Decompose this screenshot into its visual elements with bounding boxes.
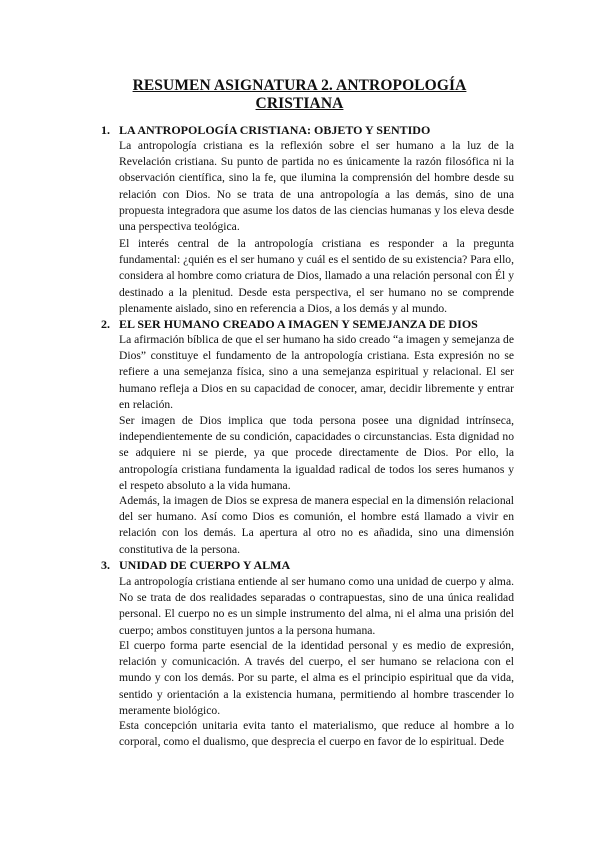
section-3-number: 3.	[101, 558, 110, 572]
section-3-paragraph-1: La antropología cristiana entiende al ser humano como una unidad de cuerpo y alma. No se trata de dos realidades separadas o contrapuestas, sino de una única realidad personal. El cuerpo no es un simple instrumento del alma, ni el alma una prisión del cuerpo; ambos constituyen juntos a la persona humana.	[119, 575, 514, 637]
document-title-line-1: RESUMEN ASIGNATURA 2. ANTROPOLOGÍA	[132, 77, 467, 94]
section-1-paragraph-2: El interés central de la antropología cristiana es responder a la pregunta fundamental: ¿quién es el ser humano y cuál es el sentido de su existencia? Para ello, considera al hombre como criatura de Dios, llamado a una relación personal con Él y destinado a la plenitud. Desde esta perspectiva, el ser humano no se comprende plenamente aislado, sino en referencia a Dios, a los demás y al mundo.	[119, 237, 514, 315]
section-1-heading	[101, 122, 521, 138]
section-1-number: 1.	[101, 123, 110, 137]
section-1-paragraph-1: La antropología cristiana es la reflexión sobre el ser humano a la luz de la Revelación cristiana. Su punto de partida no es únicamente la razón filosófica ni la observación científica, sino la fe, que ilumina la comprensión del hombre desde su relación con Dios. No se trata de una antropología a las demás, sino de una propuesta integradora que asume los datos de las ciencias humanas y los eleva desde una perspectiva teológica.	[119, 139, 514, 234]
section-3-heading	[101, 557, 521, 573]
section-3-title: UNIDAD DE CUERPO Y ALMA	[119, 558, 291, 572]
section-3-paragraph-2: El cuerpo forma parte esencial de la identidad personal y es medio de expresión, relación y comunicación. A través del cuerpo, el ser humano se relaciona con el mundo y con los demás. Por su parte, el alma es el principio espiritual que da vida, sentido y orientación a la existencia humana, permitiendo al hombre trascender lo meramente biológico.	[119, 639, 514, 717]
section-2-title: EL SER HUMANO CREADO A IMAGEN Y SEMEJANZA DE DIOS	[119, 317, 478, 331]
section-2-paragraph-2: Ser imagen de Dios implica que toda persona posee una dignidad intrínseca, independientemente de su condición, capacidades o circunstancias. Esta dignidad no se adquiere ni se pierde, ya que procede directamente de Dios. Por ello, la antropología cristiana fundamenta la igualdad radical de todos los seres humanos y el respeto absoluto a la vida humana.	[119, 414, 514, 492]
document-title-line-2: CRISTIANA	[255, 95, 344, 112]
section-2-heading	[101, 316, 521, 332]
section-2-paragraph-1: La afirmación bíblica de que el ser humano ha sido creado “a imagen y semejanza de Dios” constituye el fundamento de la antropología cristiana. Esta expresión no se refiere a una semejanza física, sino a una semejanza espiritual y relacional. El ser humano refleja a Dios en su capacidad de conocer, amar, decidir libremente y entrar en relación.	[119, 333, 514, 411]
section-1-title: LA ANTROPOLOGÍA CRISTIANA: OBJETO Y SENTIDO	[119, 123, 431, 137]
section-3-paragraph-3: Esta concepción unitaria evita tanto el materialismo, que reduce al hombre a lo corporal, como el dualismo, que desprecia el cuerpo en favor de lo espiritual. Dede	[119, 719, 514, 749]
section-2-number: 2.	[101, 317, 110, 331]
section-2-paragraph-3: Además, la imagen de Dios se expresa de manera especial en la dimensión relacional del ser humano. Así como Dios es comunión, el hombre está llamado a vivir en relación con los demás. La apertura al otro no es añadida, sino una dimensión constitutiva de la persona.	[119, 494, 514, 556]
